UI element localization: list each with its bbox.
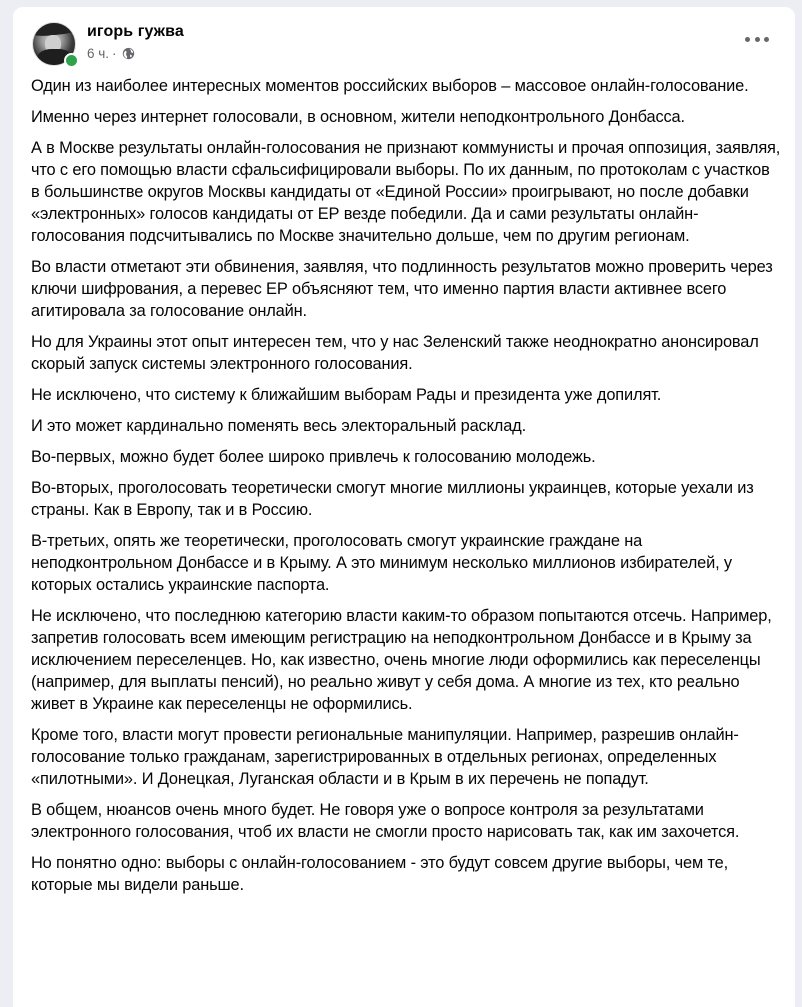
post-paragraph: Не исключено, что систему к ближайшим выборам Рады и президента уже допилят.	[31, 386, 662, 404]
post-header	[13, 7, 795, 77]
post-paragraph: В общем, нюансов очень много будет. Не говоря уже о вопросе контроля за результатами электронного голосования, чтоб их власти не смогли просто нарисовать так, как им захочется.	[31, 801, 740, 841]
post-paragraph: Но для Украины этот опыт интересен тем, что у нас Зеленский также неоднократно анонсировал скорый запуск системы электронного голосования.	[31, 333, 759, 373]
post-meta	[87, 46, 135, 61]
post-paragraph: Именно через интернет голосовали, в основном, жители неподконтрольного Донбасса.	[31, 108, 685, 126]
more-options-button[interactable]	[745, 31, 769, 47]
post-paragraph: Не исключено, что последнюю категорию власти каким-то образом попытаются отсечь. Например, запретив голосовать всем имеющим регистрацию на неподконтрольном Донбассе и в Крыму за исключением переселенцев. Но, как известно, очень многие люди оформились как переселенцы (например, для выплаты пенсий), но реально живут у себя дома. А многие из тех, кто реально живет в Украине как переселенцы не оформились.	[31, 607, 772, 713]
post-paragraph: Во власти отметают эти обвинения, заявляя, что подлинность результатов можно проверить через ключи шифрования, а перевес ЕР объясняют тем, что именно партия власти активнее всего агитировала за голосование онлайн.	[31, 258, 773, 320]
post-paragraph: Но понятно одно: выборы с онлайн-голосованием - это будут совсем другие выборы, чем те, которые мы видели раньше.	[31, 854, 729, 894]
globe-icon[interactable]	[122, 47, 135, 60]
online-status-icon	[64, 53, 79, 68]
post-paragraph: Во-первых, можно будет более широко привлечь к голосованию молодежь.	[31, 448, 596, 466]
post-timestamp-link[interactable]: 6 ч.	[87, 46, 110, 61]
more-options-icon-dot	[755, 37, 760, 42]
more-options-icon-dot	[745, 37, 750, 42]
post-paragraph: Один из наиболее интересных моментов российских выборов – массовое онлайн-голосование.	[31, 77, 749, 95]
post-paragraph: И это может кардинально поменять весь электоральный расклад.	[31, 417, 526, 435]
post-text	[31, 75, 781, 905]
post-paragraph: В-третьих, опять же теоретически, проголосовать смогут украинские граждане на неподконтрольном Донбассе и в Крыму. А это минимум несколько миллионов избирателей, у которых остались украинские паспорта.	[31, 532, 732, 594]
author-name-link[interactable]: игорь гужва	[87, 23, 184, 40]
post-card	[13, 7, 795, 1007]
post-paragraph: А в Москве результаты онлайн-голосования не признают коммунисты и прочая оппозиция, заявляя, что с его помощью власти сфальсифицировали выборы. По их данным, по протоколам с участков в большинстве округов Москвы кандидаты от «Единой России» проигрывают, но после добавки «электронных» голосов кандидаты от ЕР везде победили. Да и сами результаты онлайн-голосования подсчитывались по Москве значительно дольше, чем по другим регионам.	[31, 139, 781, 245]
more-options-icon-dot	[764, 37, 769, 42]
meta-separator: ·	[112, 46, 117, 61]
post-paragraph: Кроме того, власти могут провести региональные манипуляции. Например, разрешив онлайн-голосование только гражданам, зарегистрированных в отдельных регионах, определенных «пилотными». И Донецкая, Луганская области и в Крым в их перечень не попадут.	[31, 726, 739, 788]
post-paragraph: Во-вторых, проголосовать теоретически смогут многие миллионы украинцев, которые уехали из страны. Как в Европу, так и в Россию.	[31, 479, 754, 519]
